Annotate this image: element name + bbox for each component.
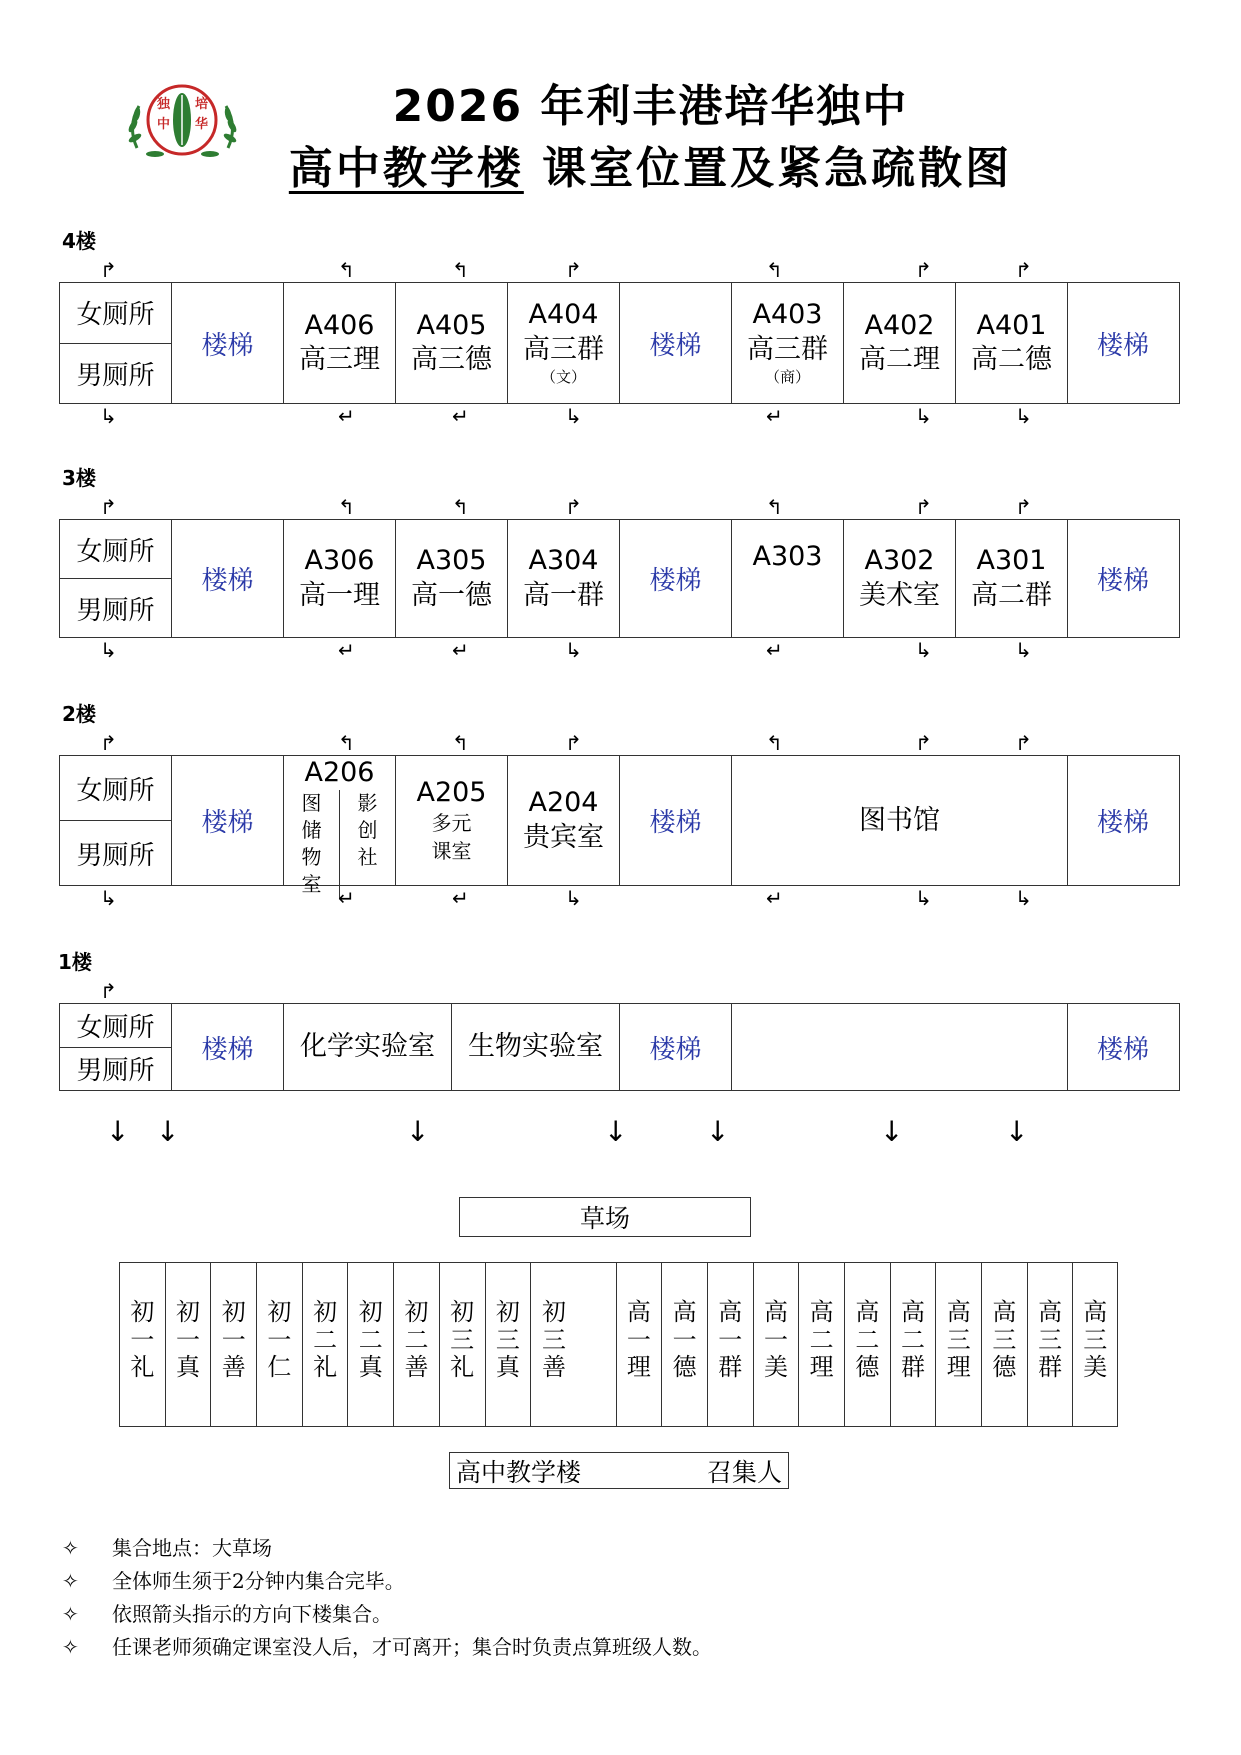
room-class: 美术室	[859, 579, 940, 611]
floor-2-plan	[59, 755, 1180, 896]
class-column	[211, 1263, 257, 1426]
stairs: 楼梯	[1096, 808, 1149, 838]
class-column	[440, 1263, 486, 1426]
convener-box	[449, 1452, 789, 1489]
arrow-icon: ↱	[100, 495, 117, 519]
room-code: A304	[528, 545, 599, 577]
stairs: 楼梯	[1096, 1034, 1149, 1065]
room-code: A401	[976, 309, 1047, 341]
class-column	[936, 1263, 982, 1426]
room-class: 高二德	[971, 344, 1052, 376]
arrow-icon: ↳	[915, 886, 932, 910]
arrow-icon: ↳	[1015, 404, 1032, 428]
arrow-icon: ↵	[338, 886, 355, 910]
arrow-icon: ↰	[766, 258, 783, 282]
stairs: 楼梯	[620, 283, 732, 403]
room-code: A205	[416, 776, 487, 808]
stairs: 楼梯	[172, 756, 284, 885]
floor-1-plan	[59, 1003, 1180, 1091]
storage-room: 图储物室	[284, 790, 340, 898]
room-code: A406	[304, 309, 375, 341]
note-item	[62, 1532, 712, 1565]
sparkle-icon: ✧	[62, 1602, 79, 1626]
room-class: 高二群	[971, 579, 1052, 611]
room-code: A402	[864, 309, 935, 341]
room-code: A405	[416, 309, 487, 341]
room-class: 高二理	[859, 344, 940, 376]
class-name: 高一理	[626, 1298, 651, 1382]
class-name: 高一德	[672, 1298, 697, 1382]
class-column	[1073, 1263, 1117, 1426]
class-name: 高三群	[1038, 1298, 1063, 1382]
note-item	[62, 1598, 712, 1631]
down-arrow-icon: ↓	[406, 1115, 430, 1148]
page-title: 2026 年利丰港培华独中	[392, 81, 909, 132]
class-column	[486, 1263, 532, 1426]
chemistry-lab: 化学实验室	[284, 1004, 452, 1090]
room-note: （商）	[764, 367, 810, 386]
stairs: 楼梯	[172, 283, 284, 403]
arrow-icon: ↳	[565, 886, 582, 910]
stairs: 楼梯	[172, 1004, 284, 1090]
class-column	[891, 1263, 937, 1426]
room-code: A306	[304, 545, 375, 577]
room-class: 高一德	[411, 579, 492, 611]
down-arrow-icon: ↓	[1005, 1115, 1029, 1148]
arrow-icon: ↰	[338, 731, 355, 755]
class-name: 高二理	[809, 1298, 834, 1382]
class-name: 高三理	[946, 1298, 971, 1382]
arrow-icon: ↱	[1015, 258, 1032, 282]
arrow-icon: ↱	[565, 731, 582, 755]
arrow-icon: ↵	[452, 404, 469, 428]
female-toilet: 女厕所	[60, 520, 171, 579]
note-item	[62, 1565, 712, 1598]
female-toilet: 女厕所	[60, 283, 171, 344]
floor-4-plan	[59, 282, 1180, 404]
note-text: 集合地点：大草场	[112, 1536, 272, 1560]
floor-label-3: 3楼	[62, 466, 96, 490]
room-a306	[284, 520, 396, 637]
arrow-icon: ↳	[915, 404, 932, 428]
room-class: 高三群	[523, 333, 604, 365]
room-a305	[396, 520, 508, 637]
down-arrow-icon: ↓	[706, 1115, 730, 1148]
empty-room	[732, 1004, 1068, 1090]
class-column	[845, 1263, 891, 1426]
stairs: 楼梯	[1096, 566, 1149, 596]
down-arrow-icon: ↓	[880, 1115, 904, 1148]
subtitle-building: 高中教学楼	[288, 143, 524, 194]
class-name: 高三德	[992, 1298, 1017, 1382]
arrow-icon: ↰	[452, 258, 469, 282]
male-toilet: 男厕所	[76, 595, 155, 626]
stairs: 楼梯	[620, 520, 732, 637]
arrow-icon: ↰	[338, 495, 355, 519]
class-name: 初二礼	[313, 1298, 338, 1382]
room-a402	[844, 283, 956, 403]
floor-label-4: 4楼	[62, 229, 96, 253]
floor-2-top-arrows	[0, 733, 1241, 757]
class-name: 高一群	[718, 1298, 743, 1382]
evacuation-arrows	[0, 1115, 1241, 1149]
class-column	[1028, 1263, 1074, 1426]
floor-label-2: 2楼	[62, 702, 96, 726]
toilets	[60, 1004, 172, 1090]
room-class: 高一理	[299, 579, 380, 611]
down-arrow-icon: ↓	[604, 1115, 628, 1148]
note-text: 全体师生须于2分钟内集合完毕。	[112, 1569, 405, 1593]
note-item	[62, 1631, 712, 1664]
room-a404	[508, 283, 620, 403]
room-code: A302	[864, 545, 935, 577]
class-lineup	[119, 1262, 1118, 1427]
class-column	[708, 1263, 754, 1426]
class-name: 初一真	[176, 1298, 201, 1382]
class-name: 初三真	[495, 1298, 520, 1382]
floor-4-top-arrows	[0, 260, 1241, 284]
evacuation-notes	[62, 1532, 712, 1664]
room-a205	[396, 756, 508, 885]
arrow-icon: ↱	[565, 495, 582, 519]
arrow-icon: ↱	[100, 731, 117, 755]
arrow-icon: ↱	[100, 258, 117, 282]
class-column	[394, 1263, 440, 1426]
floor-3-top-arrows	[0, 497, 1241, 521]
assembly-field: 草场	[459, 1197, 751, 1237]
arrow-icon: ↳	[100, 886, 117, 910]
arrow-icon: ↱	[565, 258, 582, 282]
room-a401	[956, 283, 1068, 403]
floor-3-bottom-arrows	[0, 640, 1241, 664]
page-subtitle	[0, 132, 1241, 196]
class-name: 初一礼	[130, 1298, 155, 1382]
room-a303	[732, 520, 844, 637]
arrow-icon: ↱	[100, 979, 117, 1003]
room-class: 多元课室	[431, 811, 472, 864]
floor-label-1: 1楼	[58, 950, 92, 974]
room-a405	[396, 283, 508, 403]
room-code: A206	[304, 757, 375, 788]
stairs: 楼梯	[172, 520, 284, 637]
room-class: 高三理	[299, 344, 380, 376]
floor-4-bottom-arrows	[0, 406, 1241, 430]
arrow-icon: ↵	[338, 404, 355, 428]
biology-lab: 生物实验室	[452, 1004, 620, 1090]
arrow-icon: ↳	[1015, 638, 1032, 662]
room-class: 高一群	[523, 579, 604, 611]
toilets	[60, 283, 172, 403]
room-a206-split	[284, 790, 395, 898]
class-name: 初二善	[404, 1298, 429, 1382]
room-a304	[508, 520, 620, 637]
class-column	[257, 1263, 303, 1426]
room-code: A204	[528, 787, 599, 819]
class-column	[617, 1263, 663, 1426]
class-name: 高三美	[1083, 1298, 1108, 1382]
convener-building: 高中教学楼	[456, 1457, 582, 1487]
arrow-icon: ↵	[338, 638, 355, 662]
arrow-icon: ↳	[915, 638, 932, 662]
arrow-icon: ↳	[100, 404, 117, 428]
class-column	[799, 1263, 845, 1426]
library: 图书馆	[732, 756, 1068, 885]
class-column	[303, 1263, 349, 1426]
toilets	[60, 520, 172, 637]
film-club: 影创社	[357, 790, 378, 869]
down-arrow-icon: ↓	[156, 1115, 180, 1148]
class-column	[754, 1263, 800, 1426]
room-a403	[732, 283, 844, 403]
class-gap	[577, 1263, 617, 1426]
room-a301	[956, 520, 1068, 637]
class-column	[982, 1263, 1028, 1426]
male-toilet: 男厕所	[76, 360, 155, 391]
female-toilet: 女厕所	[60, 756, 171, 821]
class-name: 初二真	[358, 1298, 383, 1382]
arrow-icon: ↰	[766, 731, 783, 755]
arrow-icon: ↰	[338, 258, 355, 282]
arrow-icon: ↳	[565, 638, 582, 662]
class-name: 初三礼	[450, 1298, 475, 1382]
subtitle-rest: 课室位置及紧急疏散图	[523, 143, 1013, 194]
class-name: 初一仁	[267, 1298, 292, 1382]
male-toilet: 男厕所	[76, 1056, 155, 1087]
class-column	[348, 1263, 394, 1426]
class-name: 高一美	[763, 1298, 788, 1382]
arrow-icon: ↱	[915, 731, 932, 755]
convener-label: 召集人	[706, 1457, 782, 1487]
class-column	[120, 1263, 166, 1426]
arrow-icon: ↰	[452, 495, 469, 519]
room-code: A403	[752, 299, 823, 331]
class-column	[662, 1263, 708, 1426]
arrow-icon: ↳	[565, 404, 582, 428]
class-name: 初一善	[221, 1298, 246, 1382]
toilets	[60, 756, 172, 885]
arrow-icon: ↰	[766, 495, 783, 519]
arrow-icon: ↵	[452, 638, 469, 662]
stairs: 楼梯	[620, 756, 732, 885]
arrow-icon: ↱	[915, 258, 932, 282]
arrow-icon: ↱	[915, 495, 932, 519]
room-a206	[284, 756, 396, 896]
male-toilet: 男厕所	[76, 840, 155, 871]
arrow-icon: ↱	[1015, 495, 1032, 519]
room-a204	[508, 756, 620, 885]
class-column	[531, 1263, 577, 1426]
class-name: 高二群	[901, 1298, 926, 1382]
floor-2-bottom-arrows	[0, 888, 1241, 912]
arrow-icon: ↵	[766, 404, 783, 428]
sparkle-icon: ✧	[62, 1536, 79, 1560]
sparkle-icon: ✧	[62, 1635, 79, 1659]
emblem-char: 中	[157, 117, 171, 132]
emblem-char: 华	[195, 117, 209, 132]
emblem-char: 培	[195, 97, 209, 112]
room-code: A301	[976, 545, 1047, 577]
class-column	[166, 1263, 212, 1426]
arrow-icon: ↱	[1015, 731, 1032, 755]
room-class: 高三群	[747, 333, 828, 365]
note-text: 任课老师须确定课室没人后，才可离开；集合时负责点算班级人数。	[112, 1635, 712, 1659]
note-text: 依照箭头指示的方向下楼集合。	[112, 1602, 392, 1626]
arrow-icon: ↳	[1015, 886, 1032, 910]
class-name: 高二德	[855, 1298, 880, 1382]
arrow-icon: ↵	[452, 886, 469, 910]
arrow-icon: ↵	[766, 638, 783, 662]
room-a406	[284, 283, 396, 403]
stairs: 楼梯	[1096, 330, 1149, 361]
room-a302	[844, 520, 956, 637]
emblem-char: 独	[157, 97, 171, 112]
arrow-icon: ↳	[100, 638, 117, 662]
room-code: A303	[752, 541, 823, 572]
room-class: 贵宾室	[523, 821, 604, 853]
stairs: 楼梯	[620, 1004, 732, 1090]
floor-1-top-arrows	[0, 981, 1241, 1005]
class-name: 初三善	[542, 1298, 567, 1382]
arrow-icon: ↰	[452, 731, 469, 755]
female-toilet: 女厕所	[60, 1004, 171, 1048]
sparkle-icon: ✧	[62, 1569, 79, 1593]
room-code: A404	[528, 299, 599, 331]
down-arrow-icon: ↓	[106, 1115, 130, 1148]
arrow-icon: ↵	[766, 886, 783, 910]
room-class: 高三德	[411, 344, 492, 376]
floor-3-plan	[59, 519, 1180, 638]
room-code: A305	[416, 545, 487, 577]
room-note: （文）	[540, 367, 586, 386]
